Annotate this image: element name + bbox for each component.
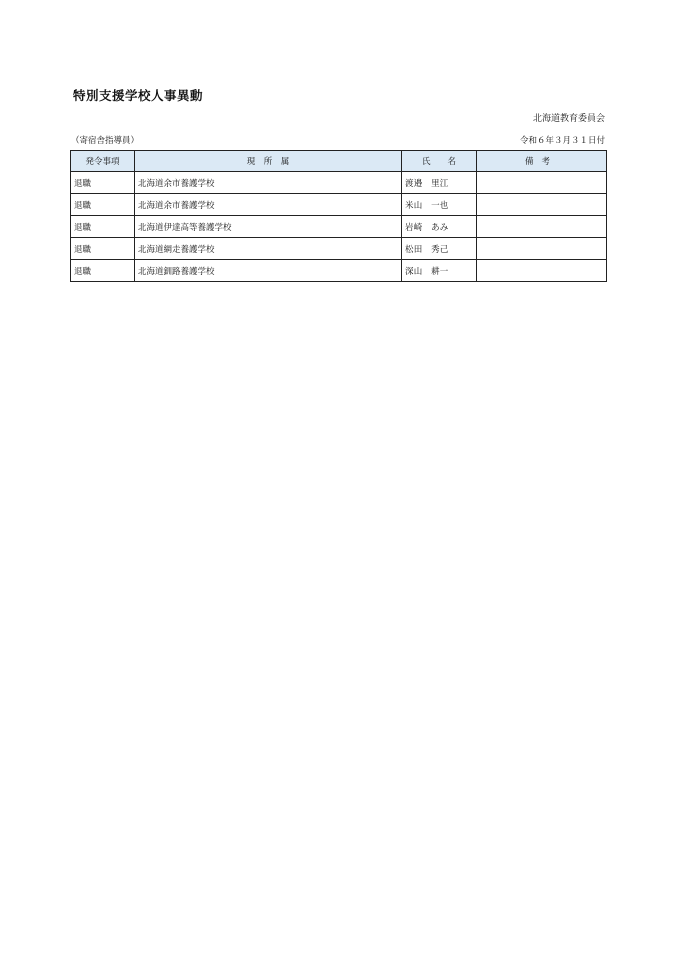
school-cell: 北海道釧路養護学校 <box>135 260 402 282</box>
table-row <box>71 216 607 238</box>
name-cell: 深山 耕一 <box>402 260 477 282</box>
page-title: 特別支援学校人事異動 <box>73 88 204 103</box>
name-cell: 松田 秀己 <box>402 238 477 260</box>
school-cell: 北海道伊達高等養護学校 <box>135 216 402 238</box>
note-cell <box>477 260 607 282</box>
name-cell: 米山 一也 <box>402 194 477 216</box>
table-row <box>71 194 607 216</box>
table-row <box>71 172 607 194</box>
school-cell: 北海道網走養護学校 <box>135 238 402 260</box>
header-note: 備考 <box>477 151 607 172</box>
note-cell <box>477 216 607 238</box>
note-cell <box>477 238 607 260</box>
school-cell: 北海道余市養護学校 <box>135 194 402 216</box>
action-cell: 退職 <box>71 260 135 282</box>
personnel-table <box>70 150 607 282</box>
issuer-label: 北海道教育委員会 <box>532 114 605 124</box>
table-row <box>71 238 607 260</box>
name-cell: 渡邉 里江 <box>402 172 477 194</box>
header-school: 現 所 属 <box>135 151 402 172</box>
note-cell <box>477 172 607 194</box>
date-label: 令和６年３月３１日付 <box>519 136 605 146</box>
note-cell <box>477 194 607 216</box>
name-cell: 岩崎 あみ <box>402 216 477 238</box>
action-cell: 退職 <box>71 172 135 194</box>
table-row <box>71 260 607 282</box>
school-cell: 北海道余市養護学校 <box>135 172 402 194</box>
category-label: （寄宿舎指導員） <box>71 136 140 146</box>
header-row <box>71 151 607 172</box>
action-cell: 退職 <box>71 216 135 238</box>
header-action: 発令事項 <box>71 151 135 172</box>
table-body <box>71 172 607 282</box>
table-header <box>71 151 607 172</box>
header-name: 氏 名 <box>402 151 477 172</box>
action-cell: 退職 <box>71 238 135 260</box>
action-cell: 退職 <box>71 194 135 216</box>
